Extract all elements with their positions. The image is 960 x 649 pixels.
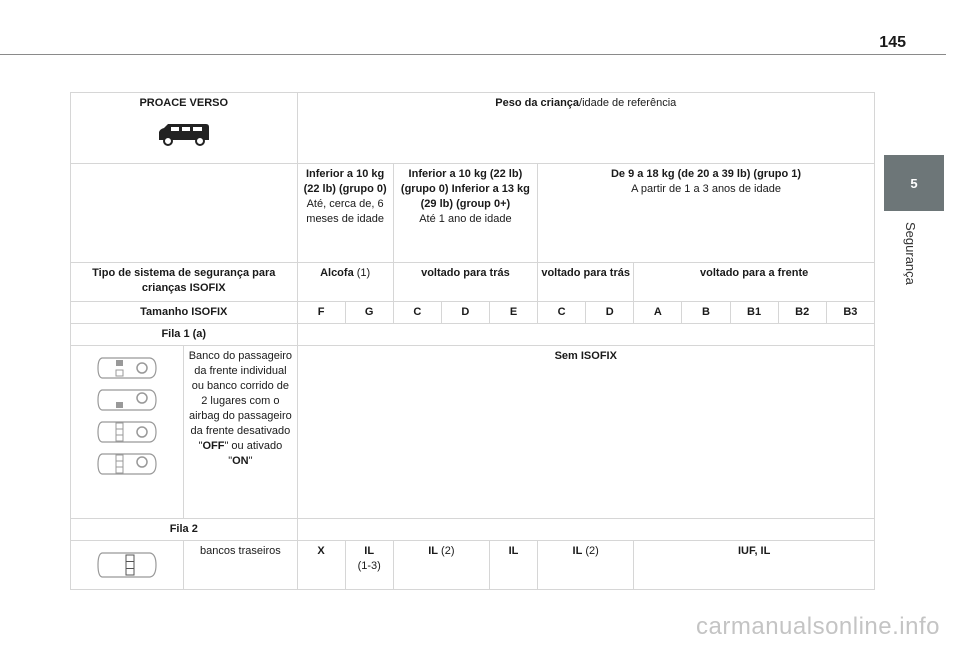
page-number: 145 (879, 34, 906, 51)
front-seat-airbag-icon (96, 387, 158, 413)
model-header-cell (71, 93, 298, 164)
airbag-on-label: ON (232, 455, 249, 467)
size-cell: E (489, 302, 537, 324)
front-seat-desc-text: Banco do passageiro da frente individual ou banco corrido de 2 lugares com o airbag do passageiro da frente desativado " (188, 350, 293, 452)
row-1-label-spacer (297, 324, 874, 346)
header-rule (0, 54, 946, 55)
chapter-title: Segurança (903, 222, 918, 285)
group-1-age: Até, cerca de, 6 meses de idade (306, 198, 384, 225)
restraint-type-label: Tipo de sistema de segurança para crianças ISOFIX (71, 263, 298, 302)
size-cell: B3 (826, 302, 874, 324)
row-1-value: Sem ISOFIX (297, 346, 874, 519)
model-name: PROACE VERSO (139, 97, 229, 109)
alcofa-label: Alcofa (320, 267, 354, 279)
row-2-value-code: IL (572, 545, 583, 557)
forward-facing-label: voltado para a frente (634, 263, 875, 302)
rear-facing-label-2: voltado para trás (538, 263, 634, 302)
row-2-value: IUF, IL (634, 541, 875, 590)
row-2-label: Fila 2 (71, 519, 298, 541)
size-cell: B1 (730, 302, 778, 324)
alcofa-note: (1) (353, 267, 371, 279)
row-2-value-code: IL (428, 545, 438, 557)
front-seat-desc-text: " (248, 455, 253, 467)
size-cell: B (682, 302, 730, 324)
front-bench-icon (96, 419, 158, 445)
alcofa-cell (297, 263, 393, 302)
group-2-weight: Inferior a 10 kg (22 lb) (grupo 0) Inferior a 13 kg (29 lb) (group 0+) (400, 168, 530, 210)
weight-header-rest: /idade de referência (579, 97, 677, 109)
chapter-number: 5 (910, 175, 918, 191)
rear-facing-label-1: voltado para trás (393, 263, 537, 302)
group-1-weight: Inferior a 10 kg (22 lb) (grupo 0) (303, 168, 387, 195)
size-cell: A (634, 302, 682, 324)
isofix-table (70, 92, 875, 590)
front-seat-desc-text: " ou ativado " (224, 440, 283, 467)
row-2-value: X (297, 541, 345, 590)
row-2-value-note: (2) (437, 545, 455, 557)
size-cell: D (586, 302, 634, 324)
front-seat-layouts (71, 346, 184, 519)
front-bench-airbag-icon (96, 451, 158, 477)
group-1-cell (297, 164, 393, 263)
row-2-value (345, 541, 393, 590)
weight-header-cell (297, 93, 874, 164)
row-2-value-note: (2) (582, 545, 599, 557)
watermark: carmanualsonline.info (696, 613, 940, 640)
row-2-value (393, 541, 489, 590)
group-2-cell (393, 164, 537, 263)
row-2-value: IL (489, 541, 537, 590)
weight-header-bold: Peso da criança (495, 97, 580, 109)
row-1-label: Fila 1 (a) (71, 324, 298, 346)
row-2-value-note: (1-3) (357, 560, 381, 572)
isofix-size-label: Tamanho ISOFIX (71, 302, 298, 324)
rear-seat-description: bancos traseiros (184, 541, 297, 590)
group-3-weight: De 9 a 18 kg (de 20 a 39 lb) (grupo 1) (610, 168, 802, 180)
row-2-label-spacer (297, 519, 874, 541)
rear-bench-icon (96, 550, 158, 580)
row-2-value (538, 541, 634, 590)
size-cell: B2 (778, 302, 826, 324)
rear-seat-layout (71, 541, 184, 590)
size-cell: C (538, 302, 586, 324)
size-cell: G (345, 302, 393, 324)
chapter-tab[interactable] (884, 155, 944, 211)
row-2-value-code: IL (364, 545, 375, 557)
group-3-age: A partir de 1 a 3 anos de idade (631, 183, 781, 195)
front-seat-single-icon (96, 355, 158, 381)
size-cell: D (441, 302, 489, 324)
group-2-age: Até 1 ano de idade (419, 213, 512, 225)
size-cell: F (297, 302, 345, 324)
front-seat-description (184, 346, 297, 519)
van-icon (156, 121, 212, 147)
size-cell: C (393, 302, 441, 324)
group-3-cell (538, 164, 875, 263)
empty-cell (71, 164, 298, 263)
airbag-off-label: OFF (202, 440, 225, 452)
